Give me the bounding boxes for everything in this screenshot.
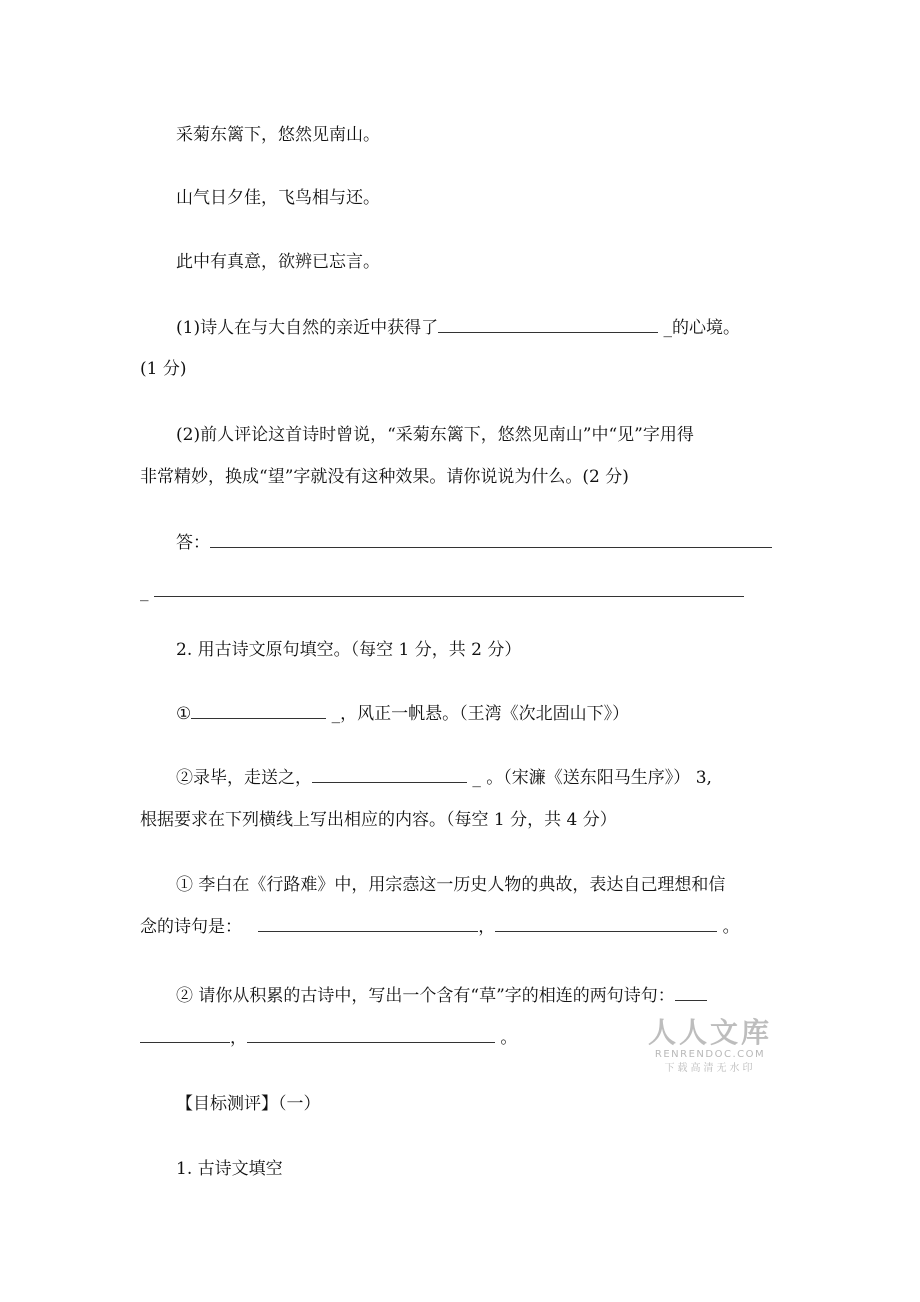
- poem-line-3: 此中有真意，欲辨已忘言。: [176, 252, 380, 272]
- answer-blank[interactable]: [258, 915, 478, 932]
- answer-cont-mark: _: [140, 582, 149, 602]
- watermark-title: 人人文库: [647, 1016, 772, 1049]
- item-1-label: 念的诗句是：: [140, 917, 242, 937]
- watermark-site: RENRENDOC.COM: [654, 1049, 766, 1060]
- section-3-instructions: 根据要求在下列横线上写出相应的内容。（每空 1 分，共 4 分）: [140, 810, 617, 830]
- answer-blank[interactable]: [140, 1026, 230, 1043]
- answer-blank[interactable]: [312, 766, 467, 783]
- answer-blank[interactable]: [247, 1026, 495, 1043]
- item-2-prefix: ②录毕，走送之，: [176, 768, 312, 788]
- item-1-prefix: ①: [176, 704, 192, 724]
- answer-line-2: [140, 580, 780, 604]
- item-1-suffix: _，风正一帆悬。（王湾《次北固山下》）: [326, 704, 630, 724]
- section-3-item-1-line-2: [140, 915, 780, 939]
- period: 。: [717, 917, 740, 937]
- answer-blank[interactable]: [438, 316, 658, 333]
- question-1-prefix: (1)诗人在与大自然的亲近中获得了: [176, 318, 439, 338]
- question-1-score: (1 分): [140, 359, 187, 379]
- answer-blank[interactable]: [154, 580, 744, 597]
- answer-label: 答：: [176, 533, 210, 553]
- question-1-suffix: _的心境。: [658, 318, 740, 338]
- answer-line: [176, 531, 780, 555]
- evaluation-title: 【目标测评】（一）: [176, 1094, 321, 1114]
- answer-blank[interactable]: [495, 915, 717, 932]
- section-2-title: 2. 用古诗文原句填空。（每空 1 分，共 2 分）: [176, 640, 522, 660]
- evaluation-item-1: 1. 古诗文填空: [176, 1159, 283, 1179]
- question-1: [176, 316, 780, 340]
- answer-blank[interactable]: [191, 702, 326, 719]
- section-3-item-1-line-1: ① 李白在《行路难》中，用宗悫这一历史人物的典故，表达自己理想和信: [176, 875, 726, 895]
- question-2-line-1: (2)前人评论这首诗时曾说，“采菊东篱下，悠然见南山”中“见”字用得: [176, 425, 694, 445]
- item-2-text: ② 请你从积累的古诗中，写出一个含有“草”字的相连的两句诗句：: [176, 986, 675, 1006]
- watermark-subtitle: 下载高清无水印: [664, 1063, 756, 1074]
- section-3-item-2-line-1: [176, 984, 780, 1008]
- answer-blank[interactable]: [210, 531, 772, 548]
- section-2-item-1: [176, 702, 780, 726]
- section-2-item-2: [176, 766, 780, 790]
- watermark: [646, 1018, 774, 1076]
- answer-blank[interactable]: [675, 984, 707, 1001]
- poem-line-1: 采菊东篱下，悠然见南山。: [176, 125, 380, 145]
- item-2-suffix: _ 。（宋濂《送东阳马生序》） 3,: [467, 768, 712, 788]
- question-2-line-2: 非常精妙，换成“望”字就没有这种效果。请你说说为什么。(2 分): [140, 467, 629, 487]
- comma: ，: [478, 917, 496, 937]
- comma: ，: [230, 1028, 247, 1048]
- period: 。: [495, 1028, 518, 1048]
- poem-line-2: 山气日夕佳，飞鸟相与还。: [176, 188, 380, 208]
